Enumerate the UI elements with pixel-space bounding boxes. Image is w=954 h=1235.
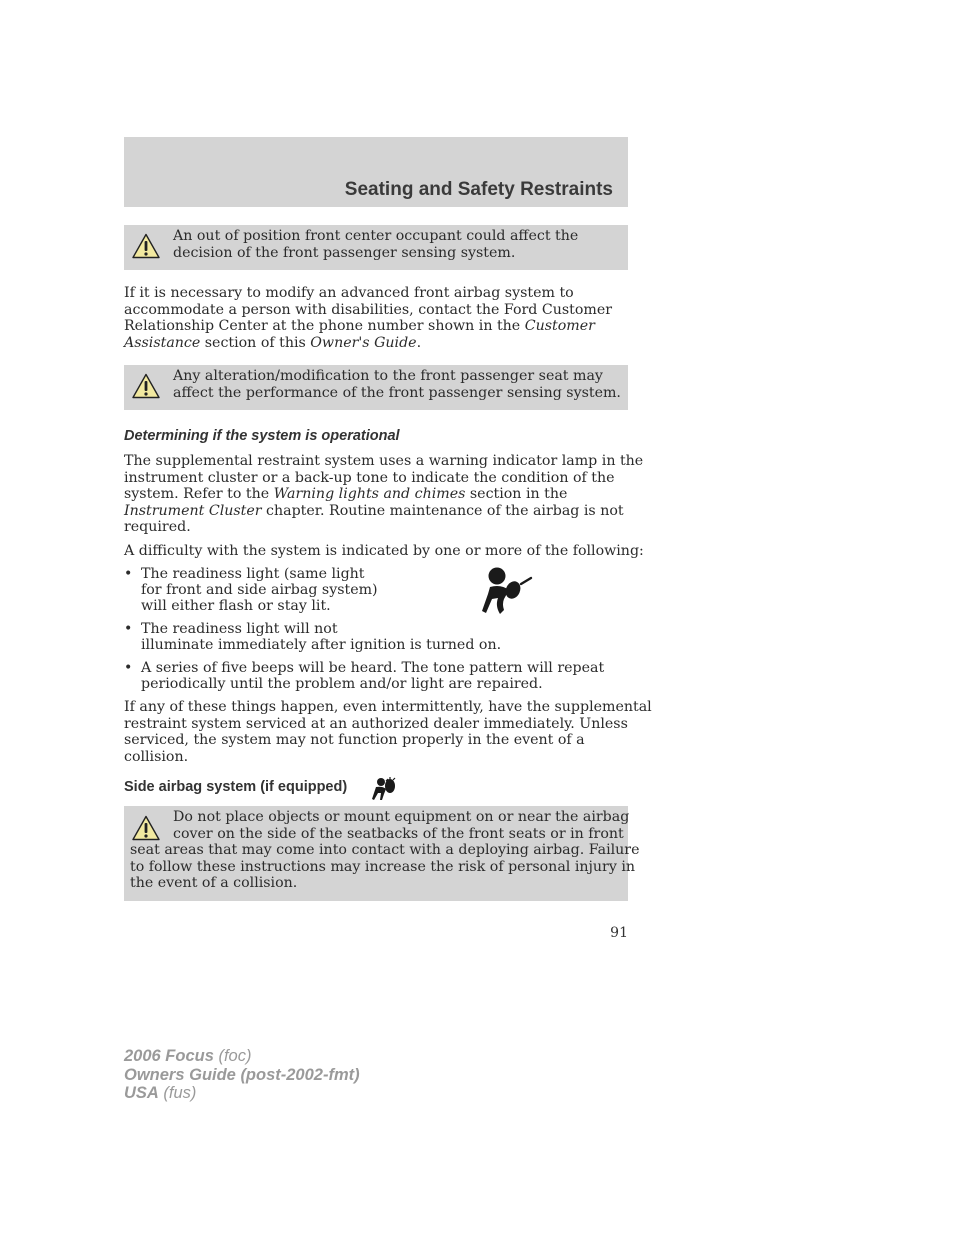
footer-code: (foc) xyxy=(213,1047,252,1065)
text-span: Relationship Center at the phone number shown in the xyxy=(124,318,525,335)
footer-line xyxy=(124,1047,360,1066)
paragraph-service xyxy=(124,699,652,765)
airbag-readiness-icon xyxy=(478,566,534,616)
text-line: instrument cluster or a back-up tone to indicate the condition of the xyxy=(124,469,615,486)
warning-text-line: cover on the side of the seatbacks of the front seats or in front xyxy=(173,825,624,842)
text-line xyxy=(124,335,628,352)
list-item-text xyxy=(141,660,604,692)
page-title: Seating and Safety Restraints xyxy=(344,179,613,200)
footer-code: (fus) xyxy=(158,1084,197,1102)
text-line: restraint system serviced at an authorized dealer immediately. Unless xyxy=(124,715,628,732)
text-line: will either flash or stay lit. xyxy=(141,598,331,615)
italic-ref: Customer xyxy=(524,318,595,335)
text-line: The supplemental restraint system uses a warning indicator lamp in the xyxy=(124,453,644,469)
warning-text-line: An out of position front center occupant could affect the xyxy=(173,228,579,244)
warning-text-line: to follow these instructions may increase the risk of personal injury in xyxy=(130,858,636,875)
paragraph-modify-airbag xyxy=(124,285,628,351)
bullet-dot: • xyxy=(124,621,133,637)
warning-text-line: affect the performance of the front passenger sensing system. xyxy=(173,384,621,401)
text-span: chapter. Routine maintenance of the airbag is not xyxy=(261,502,624,519)
section-heading-side-airbag xyxy=(124,779,347,795)
warning-text-line: decision of the front passenger sensing system. xyxy=(173,244,516,261)
text-span: system. Refer to the xyxy=(124,486,274,503)
text-line: accommodate a person with disabilities, contact the Ford Customer xyxy=(124,301,613,318)
warning-box-side-airbag xyxy=(124,806,640,901)
page-number: 91 xyxy=(610,925,628,941)
footer-market: USA xyxy=(124,1084,159,1102)
section-heading-operational: Determining if the system is operational xyxy=(124,428,400,444)
footer-guide: Owners Guide (post-2002-fmt) xyxy=(124,1065,360,1084)
warning-text-line: Any alteration/modification to the front passenger seat may xyxy=(173,368,603,384)
text-span: . xyxy=(416,334,422,351)
footer-model: 2006 Focus xyxy=(124,1047,214,1065)
document-footer xyxy=(124,1047,360,1103)
warning-text-line: seat areas that may come into contact with a deploying airbag. Failure xyxy=(130,842,640,858)
text-line xyxy=(124,486,628,503)
warning-box-seat-modification xyxy=(124,365,628,410)
warning-triangle-icon xyxy=(132,373,160,399)
text-span: section in the xyxy=(465,486,568,503)
italic-ref: Instrument Cluster xyxy=(124,502,262,519)
italic-ref: Assistance xyxy=(124,334,201,351)
text-line: The readiness light will not xyxy=(141,621,338,637)
italic-ref: Owner's Guide xyxy=(310,334,417,351)
text-line: required. xyxy=(124,519,191,536)
heading-text: Side airbag system (if equipped) xyxy=(124,779,348,795)
list-item-text xyxy=(141,566,378,615)
italic-ref: Warning lights and chimes xyxy=(273,486,466,503)
text-line: serviced, the system may not function properly in the event of a xyxy=(124,732,585,749)
text-line xyxy=(124,318,628,335)
footer-line xyxy=(124,1066,360,1085)
warning-box-occupant xyxy=(124,225,628,270)
warning-text-line: the event of a collision. xyxy=(130,875,298,892)
text-line: A series of five beeps will be heard. The tone pattern will repeat xyxy=(141,660,605,676)
text-line: for front and side airbag system) xyxy=(141,582,378,599)
header-band xyxy=(124,137,628,207)
text-line: If it is necessary to modify an advanced front airbag system to xyxy=(124,285,574,301)
text-line: If any of these things happen, even intermittently, have the supplemental xyxy=(124,699,652,715)
paragraph-difficulty: A difficulty with the system is indicated by one or more of the following: xyxy=(124,543,644,559)
text-line: periodically until the problem and/or light are repaired. xyxy=(141,676,543,693)
text-line xyxy=(124,503,628,520)
paragraph-indicator-lamp xyxy=(124,453,644,536)
side-airbag-icon xyxy=(371,777,397,801)
text-line: illuminate immediately after ignition is turned on. xyxy=(141,637,502,654)
text-line: The readiness light (same light xyxy=(141,566,365,582)
text-span: section of this xyxy=(200,334,311,351)
list-item-text xyxy=(141,621,501,653)
text-line: collision. xyxy=(124,748,189,765)
bullet-dot: • xyxy=(124,566,133,582)
bullet-dot: • xyxy=(124,660,133,676)
footer-line xyxy=(124,1084,360,1103)
warning-triangle-icon xyxy=(132,815,160,841)
warning-text-line: Do not place objects or mount equipment on or near the airbag xyxy=(173,809,630,825)
warning-triangle-icon xyxy=(132,233,160,259)
